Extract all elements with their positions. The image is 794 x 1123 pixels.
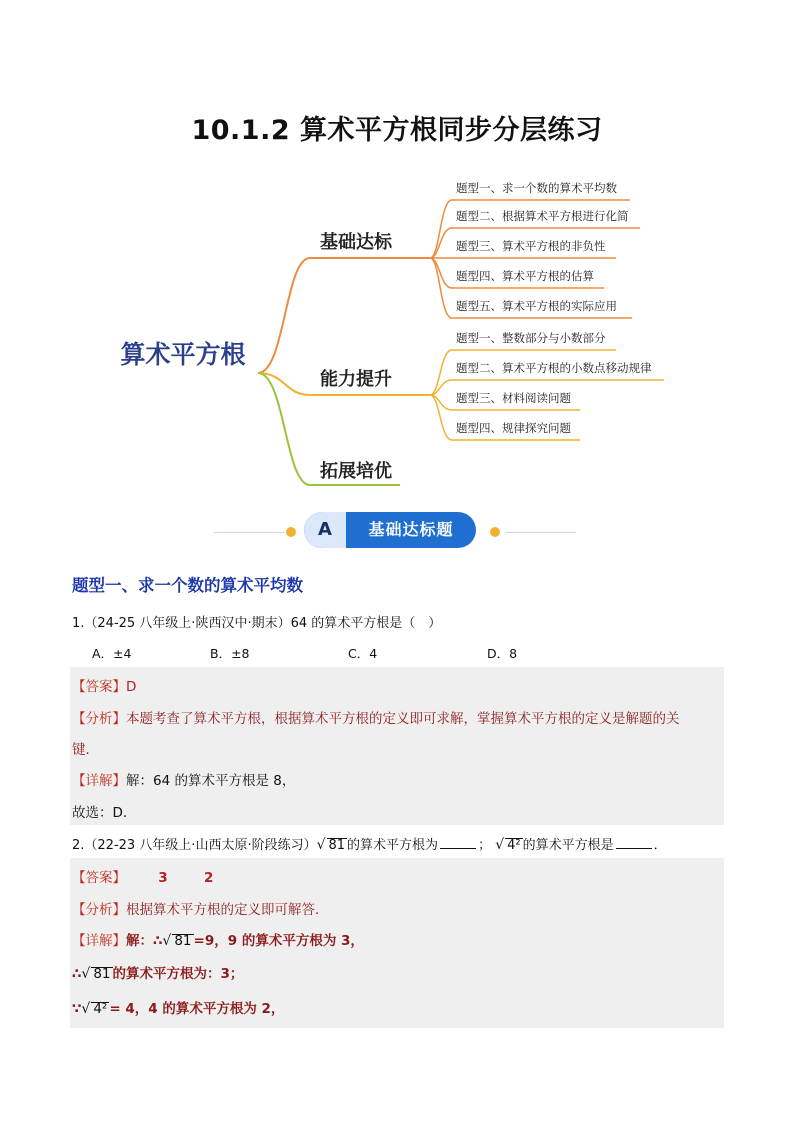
question-2-separator: ；: [478, 838, 492, 853]
answer-value-2: 2: [204, 870, 214, 886]
analysis-tag: 【分析】: [72, 902, 126, 918]
detail-text: ∵: [72, 1001, 82, 1017]
question-1-solution-box: [70, 667, 724, 825]
analysis-tag: 【分析】: [72, 711, 126, 727]
mind-map-leaf: 题型二、根据算术平方根进行化简: [456, 209, 629, 223]
answer-tag: 【答案】: [72, 870, 126, 886]
mind-map-leaf: 题型四、规律探究问题: [456, 421, 571, 435]
mind-map-branch-extension: 拓展培优: [320, 461, 392, 482]
question-1-answer: [72, 675, 136, 695]
question-1-analysis-cont: [72, 738, 99, 758]
question-2-end: ．: [653, 838, 667, 853]
sqrt-icon: √: [81, 1001, 91, 1017]
detail-tag: 【详解】: [72, 933, 126, 949]
detail-text: 的算术平方根为：3；: [112, 966, 244, 982]
banner-label: 基础达标题: [368, 520, 454, 539]
detail-text: 解：64 的算术平方根是 8，: [126, 773, 296, 789]
sqrt-icon: √: [495, 837, 505, 853]
question-1-detail-cont: [72, 801, 136, 821]
analysis-text: 根据算术平方根的定义即可解答．: [126, 902, 329, 918]
answer-value-1: 3: [158, 870, 168, 886]
mind-map: [0, 170, 794, 500]
question-2-answer: [72, 866, 213, 886]
section-banner: [0, 510, 794, 550]
section-heading: 题型一、求一个数的算术平均数: [72, 576, 303, 595]
radicand: 81: [174, 933, 192, 949]
mind-map-branch-basic: 基础达标: [320, 232, 392, 253]
mind-map-leaf: 题型一、整数部分与小数部分: [456, 331, 606, 345]
detail-tag: 【详解】: [72, 773, 126, 789]
detail-text: 解：∴: [126, 933, 163, 949]
question-2-text: 的算术平方根为: [347, 838, 439, 853]
mind-map-leaf: 题型五、算术平方根的实际应用: [456, 299, 617, 313]
radicand: 81: [93, 966, 111, 982]
detail-text-cont: 故选：D．: [72, 805, 137, 821]
question-2-detail-line2: [72, 962, 243, 982]
banner-divider-right: [506, 532, 576, 533]
radicand: 81: [328, 838, 346, 853]
banner-letter: A: [304, 512, 346, 548]
sqrt-icon: √: [316, 837, 326, 853]
question-1-option-d: D．8: [487, 646, 518, 661]
mind-map-branch-ability: 能力提升: [320, 369, 392, 390]
question-2-analysis: [72, 898, 329, 918]
question-1-option-a: A．±4: [92, 646, 132, 661]
answer-blank: [440, 836, 476, 849]
mind-map-connectors: [0, 170, 794, 500]
answer-blank: [616, 836, 652, 849]
banner-dot-right: [490, 527, 500, 537]
radicand: 4²: [507, 838, 521, 853]
analysis-text: 本题考查了算术平方根，根据算术平方根的定义即可求解，掌握算术平方根的定义是解题的关: [126, 711, 680, 727]
question-1-detail: [72, 769, 295, 789]
question-2-text: 的算术平方根是: [522, 838, 614, 853]
question-2-source: 2.（22-23 八年级上·山西太原·阶段练习）: [72, 838, 317, 853]
mind-map-leaf: 题型二、算术平方根的小数点移动规律: [456, 361, 652, 375]
detail-text: = 4，4 的算术平方根为 2，: [109, 1001, 285, 1017]
answer-value: D: [126, 679, 137, 695]
mind-map-leaf: 题型四、算术平方根的估算: [456, 269, 594, 283]
question-1-option-c: C．4: [348, 646, 378, 661]
question-2-detail-line3: [72, 997, 284, 1017]
mind-map-leaf: 题型一、求一个数的算术平均数: [456, 181, 617, 195]
radicand: 4²: [93, 1001, 108, 1017]
question-1-option-b: B．±8: [210, 646, 250, 661]
question-1-stem: 1.（24-25 八年级上·陕西汉中·期末）64 的算术平方根是（ ）: [72, 616, 442, 631]
detail-text: =9，9 的算术平方根为 3，: [193, 933, 364, 949]
page-title: 10.1.2 算术平方根同步分层练习: [191, 115, 603, 146]
question-2-stem: [72, 834, 667, 853]
question-2-detail: [72, 929, 364, 949]
answer-tag: 【答案】: [72, 679, 126, 695]
mind-map-leaf: 题型三、算术平方根的非负性: [456, 239, 606, 253]
mind-map-root: 算术平方根: [120, 340, 246, 369]
mind-map-leaf: 题型三、材料阅读问题: [456, 391, 571, 405]
analysis-text-cont: 键．: [72, 742, 99, 758]
sqrt-icon: √: [81, 966, 91, 982]
banner-divider-left: [214, 532, 284, 533]
detail-text: ∴: [72, 966, 82, 982]
banner-pill: [304, 512, 476, 548]
banner-dot-left: [286, 527, 296, 537]
question-1-analysis: [72, 707, 680, 727]
sqrt-icon: √: [162, 933, 172, 949]
